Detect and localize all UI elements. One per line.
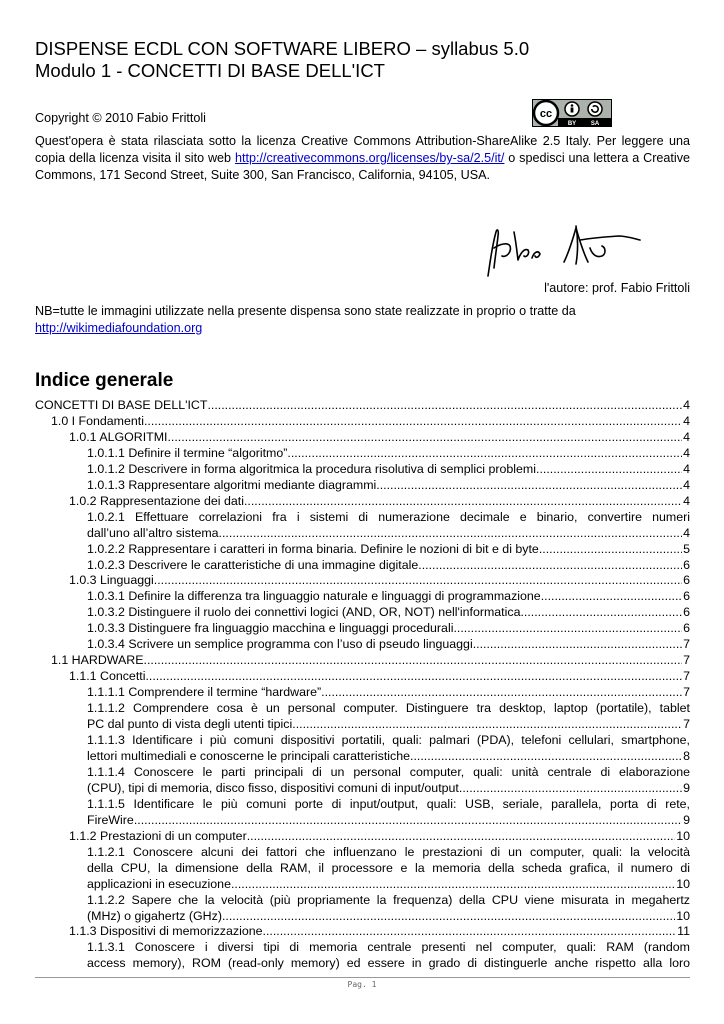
toc-entry-title: 1.0.1.2 Descrivere in forma algoritmica la procedura risolutiva di semplici problemi (87, 461, 536, 476)
toc-entry-title: applicazioni in esecuzione (87, 876, 231, 891)
toc-dot-leader (144, 414, 682, 430)
toc-page-number: 10 (676, 908, 690, 923)
toc-entry-title: 1.1.1.2 Comprendere cosa è un personal computer. Distinguere tra desktop, laptop (portatile), tablet (87, 701, 690, 716)
toc-entry-title: 1.1.2.2 Sapere che la velocità (più propriamente la frequenza) della CPU viene misurata in megahertz (87, 892, 690, 907)
toc-entry[interactable] (35, 637, 690, 653)
toc-dot-leader (145, 669, 682, 685)
toc-entry[interactable] (35, 446, 690, 462)
toc-entry-title: 1.0.3.2 Distinguere il ruolo dei connettivi logici (AND, OR, NOT) nell'informatica. (87, 605, 524, 620)
toc-entry-title: 1.0.2.3 Descrivere le caratteristiche di una immagine digitale. (87, 557, 422, 572)
toc-entry-title: 1.1.1.4 Conoscere le parti principali di un personal computer, quali: unità centrale di elaborazione (87, 764, 690, 779)
toc-dot-leader (144, 653, 683, 669)
toc-dot-leader (244, 494, 682, 510)
toc-dot-leader (287, 446, 682, 462)
toc-entry-title: 1.1.1 Concetti (69, 669, 146, 684)
toc-page-number: 6 (683, 605, 690, 620)
toc-dot-leader (263, 924, 677, 940)
svg-text:BY: BY (567, 121, 577, 127)
toc-entry-title: 1.0.3.3 Distinguere fra linguaggio macchina e linguaggi procedurali. (87, 621, 457, 636)
page-number: Pag. 1 (347, 980, 377, 989)
toc-dot-leader (457, 621, 682, 637)
toc-page-number: 8 (683, 748, 690, 763)
toc-dot-leader (536, 462, 682, 478)
toc-entry-title: 1.0.3.4 Scrivere un semplice programma con l’uso di pseudo linguaggi. (87, 637, 477, 652)
toc-dot-leader (539, 542, 682, 558)
toc-entry-title: (MHz) o gigahertz (GHz) (87, 908, 222, 923)
copyright-text: Copyright © 2010 Fabio Frittoli (35, 111, 206, 125)
license-text-before: Quest'opera è stata rilasciata sotto la licenza Creative Commons Attribution-ShareAlike 2.5 Italy. Per leggere una copia della licenza visita il sito web (35, 134, 690, 165)
license-paragraph (35, 133, 690, 184)
toc-entry[interactable] (35, 573, 690, 589)
toc-page-number: 10 (676, 828, 690, 843)
toc-page-number: 9 (683, 780, 690, 795)
toc-page-number: 7 (683, 685, 690, 700)
toc-entry-title: 1.0.2 Rappresentazione dei dati (69, 493, 244, 508)
toc-page-number: 6 (683, 621, 690, 636)
toc-entry[interactable] (35, 605, 690, 621)
author-credit: l'autore: prof. Fabio Frittoli (544, 281, 690, 295)
license-text-after: o spedisci una lettera a Creative Commons, 171 Second Street, Suite 300, San Francisco, California, 94105, USA. (35, 151, 690, 182)
toc-entry-title: 1.0.3 Linguaggi (69, 573, 154, 588)
toc-entry-title: PC dal punto di vista degli utenti tipici (87, 717, 293, 732)
toc-dot-leader (247, 829, 676, 845)
toc-dot-leader (167, 430, 682, 446)
index-title: Indice generale (35, 370, 174, 391)
toc-page-number: 10 (676, 876, 690, 891)
toc-entry[interactable] (35, 558, 690, 574)
toc-entry[interactable] (35, 669, 690, 685)
table-of-contents (35, 398, 690, 972)
toc-page-number: 6 (683, 589, 690, 604)
toc-entry[interactable] (35, 797, 690, 829)
toc-entry-title: access memory), ROM (read-only memory) ed essere in grado di distinguerle anche rispetto alla loro (87, 956, 690, 971)
toc-page-number: 5 (683, 541, 690, 556)
toc-entry-title: 1.1 HARDWARE (51, 653, 144, 668)
toc-dot-leader (376, 478, 682, 494)
toc-page-number: 4 (683, 413, 690, 428)
toc-entry[interactable] (35, 701, 690, 733)
toc-dot-leader (154, 573, 682, 589)
toc-page-number: 4 (683, 461, 690, 476)
toc-page-number: 4 (683, 398, 690, 412)
toc-entry[interactable] (35, 829, 690, 845)
toc-entry-title: FireWire (87, 812, 134, 827)
toc-entry[interactable] (35, 940, 690, 972)
toc-entry[interactable] (35, 653, 690, 669)
toc-page-number: 4 (683, 445, 690, 460)
toc-entry-title: 1.1.3.1 Conoscere i diversi tipi di memoria centrale presenti nel computer, quali: RAM (random (87, 940, 690, 955)
toc-entry[interactable] (35, 414, 690, 430)
toc-page-number: 6 (683, 573, 690, 588)
document-title-line2: Modulo 1 - CONCETTI DI BASE DELL'ICT (35, 60, 385, 81)
toc-dot-leader (222, 909, 675, 925)
toc-page-number: 11 (677, 924, 690, 939)
toc-dot-leader (134, 813, 682, 829)
toc-dot-leader (459, 781, 682, 797)
toc-entry-title: CONCETTI DI BASE DELL'ICT (35, 398, 208, 412)
toc-entry-title: della CPU, la dimensione della RAM, il processore e la memoria della scheda grafica, il numero di (87, 860, 690, 875)
toc-page-number: 9 (683, 812, 690, 827)
toc-page-number: 4 (683, 493, 690, 508)
toc-entry[interactable] (35, 924, 690, 940)
toc-entry[interactable] (35, 494, 690, 510)
toc-entry-title: (CPU), tipi di memoria, disco fisso, dispositivi comuni di input/output (87, 780, 459, 795)
author-signature (480, 218, 650, 280)
nb-note (35, 303, 690, 337)
toc-entry[interactable] (35, 589, 690, 605)
svg-text:SA: SA (590, 121, 600, 127)
toc-entry-title: dall’uno all’altro sistema (87, 525, 219, 540)
toc-page-number: 4 (683, 525, 690, 540)
toc-page-number: 4 (683, 477, 690, 492)
toc-entry[interactable] (35, 542, 690, 558)
toc-entry[interactable] (35, 685, 690, 701)
toc-dot-leader (207, 398, 682, 414)
toc-page-number: 6 (683, 557, 690, 572)
cc-by-sa-badge (532, 99, 612, 127)
toc-entry-title: 1.0 I Fondamenti (51, 413, 144, 428)
toc-entry[interactable] (35, 478, 690, 494)
toc-entry-title: 1.0.3.1 Definire la differenza tra linguaggio naturale e linguaggi di programmazione. (87, 589, 545, 604)
share-alike-icon (588, 102, 602, 116)
toc-dot-leader (410, 749, 682, 765)
toc-entry[interactable] (35, 845, 690, 893)
toc-page-number: 4 (683, 429, 690, 444)
toc-dot-leader (422, 558, 682, 574)
toc-entry-title: 1.1.1.5 Identificare le più comuni porte di input/output, quali: USB, seriale, parallela, porta di rete, (87, 796, 690, 811)
toc-entry[interactable] (35, 462, 690, 478)
svg-text:cc: cc (539, 108, 553, 120)
toc-page-number: 7 (683, 669, 690, 684)
toc-dot-leader (219, 526, 683, 542)
toc-entry-title: 1.1.1.3 Identificare i più comuni dispositivi portatili, quali: palmari (PDA), telefoni cellulari, smartphone, (87, 733, 690, 748)
toc-dot-leader (231, 877, 675, 893)
toc-entry[interactable] (35, 398, 690, 414)
toc-page-number: 7 (683, 653, 690, 668)
toc-entry-title: 1.0.2.2 Rappresentare i caratteri in forma binaria. Definire le nozioni di bit e di byte (87, 541, 539, 556)
nb-text: NB=tutte le immagini utilizzate nella presente dispensa sono state realizzate in proprio o tratte da (35, 304, 576, 318)
toc-entry[interactable] (35, 621, 690, 637)
toc-entry-title: 1.1.2.1 Conoscere alcuni dei fattori che influenzano le prestazioni di un computer, quali: la velocità (87, 844, 690, 859)
toc-entry[interactable] (35, 510, 690, 542)
footer-divider (35, 977, 690, 978)
toc-entry-title: 1.1.3 Dispositivi di memorizzazione (69, 924, 263, 939)
toc-dot-leader (544, 589, 682, 605)
toc-entry-title: 1.0.1.1 Definire il termine “algoritmo” (87, 445, 288, 460)
toc-entry-title: 1.1.1.1 Comprendere il termine “hardware” (87, 685, 322, 700)
document-title-line1: DISPENSE ECDL CON SOFTWARE LIBERO – syllabus 5.0 (35, 38, 530, 59)
toc-entry-title: 1.1.2 Prestazioni di un computer (69, 828, 247, 843)
toc-entry-title: 1.0.2.1 Effettuare correlazioni fra i sistemi di numerazione decimale e binario, convertire numeri (87, 509, 690, 524)
toc-entry-title: 1.0.1 ALGORITMI (69, 429, 168, 444)
toc-dot-leader (524, 605, 682, 621)
toc-entry[interactable] (35, 893, 690, 925)
toc-dot-leader (321, 685, 682, 701)
toc-entry[interactable] (35, 430, 690, 446)
toc-dot-leader (476, 637, 682, 653)
toc-entry-title: lettori multimediali e conoscerne le principali caratteristiche (87, 748, 410, 763)
wikimedia-link[interactable]: http://wikimediafoundation.org (35, 321, 203, 335)
license-link[interactable]: http://creativecommons.org/licenses/by-sa/2.5/it/ (234, 151, 505, 165)
toc-dot-leader (292, 717, 682, 733)
toc-page-number: 7 (683, 717, 690, 732)
toc-entry[interactable] (35, 765, 690, 797)
toc-entry-title: 1.0.1.3 Rappresentare algoritmi mediante diagrammi (87, 477, 377, 492)
toc-entry[interactable] (35, 733, 690, 765)
toc-page-number: 7 (683, 637, 690, 652)
